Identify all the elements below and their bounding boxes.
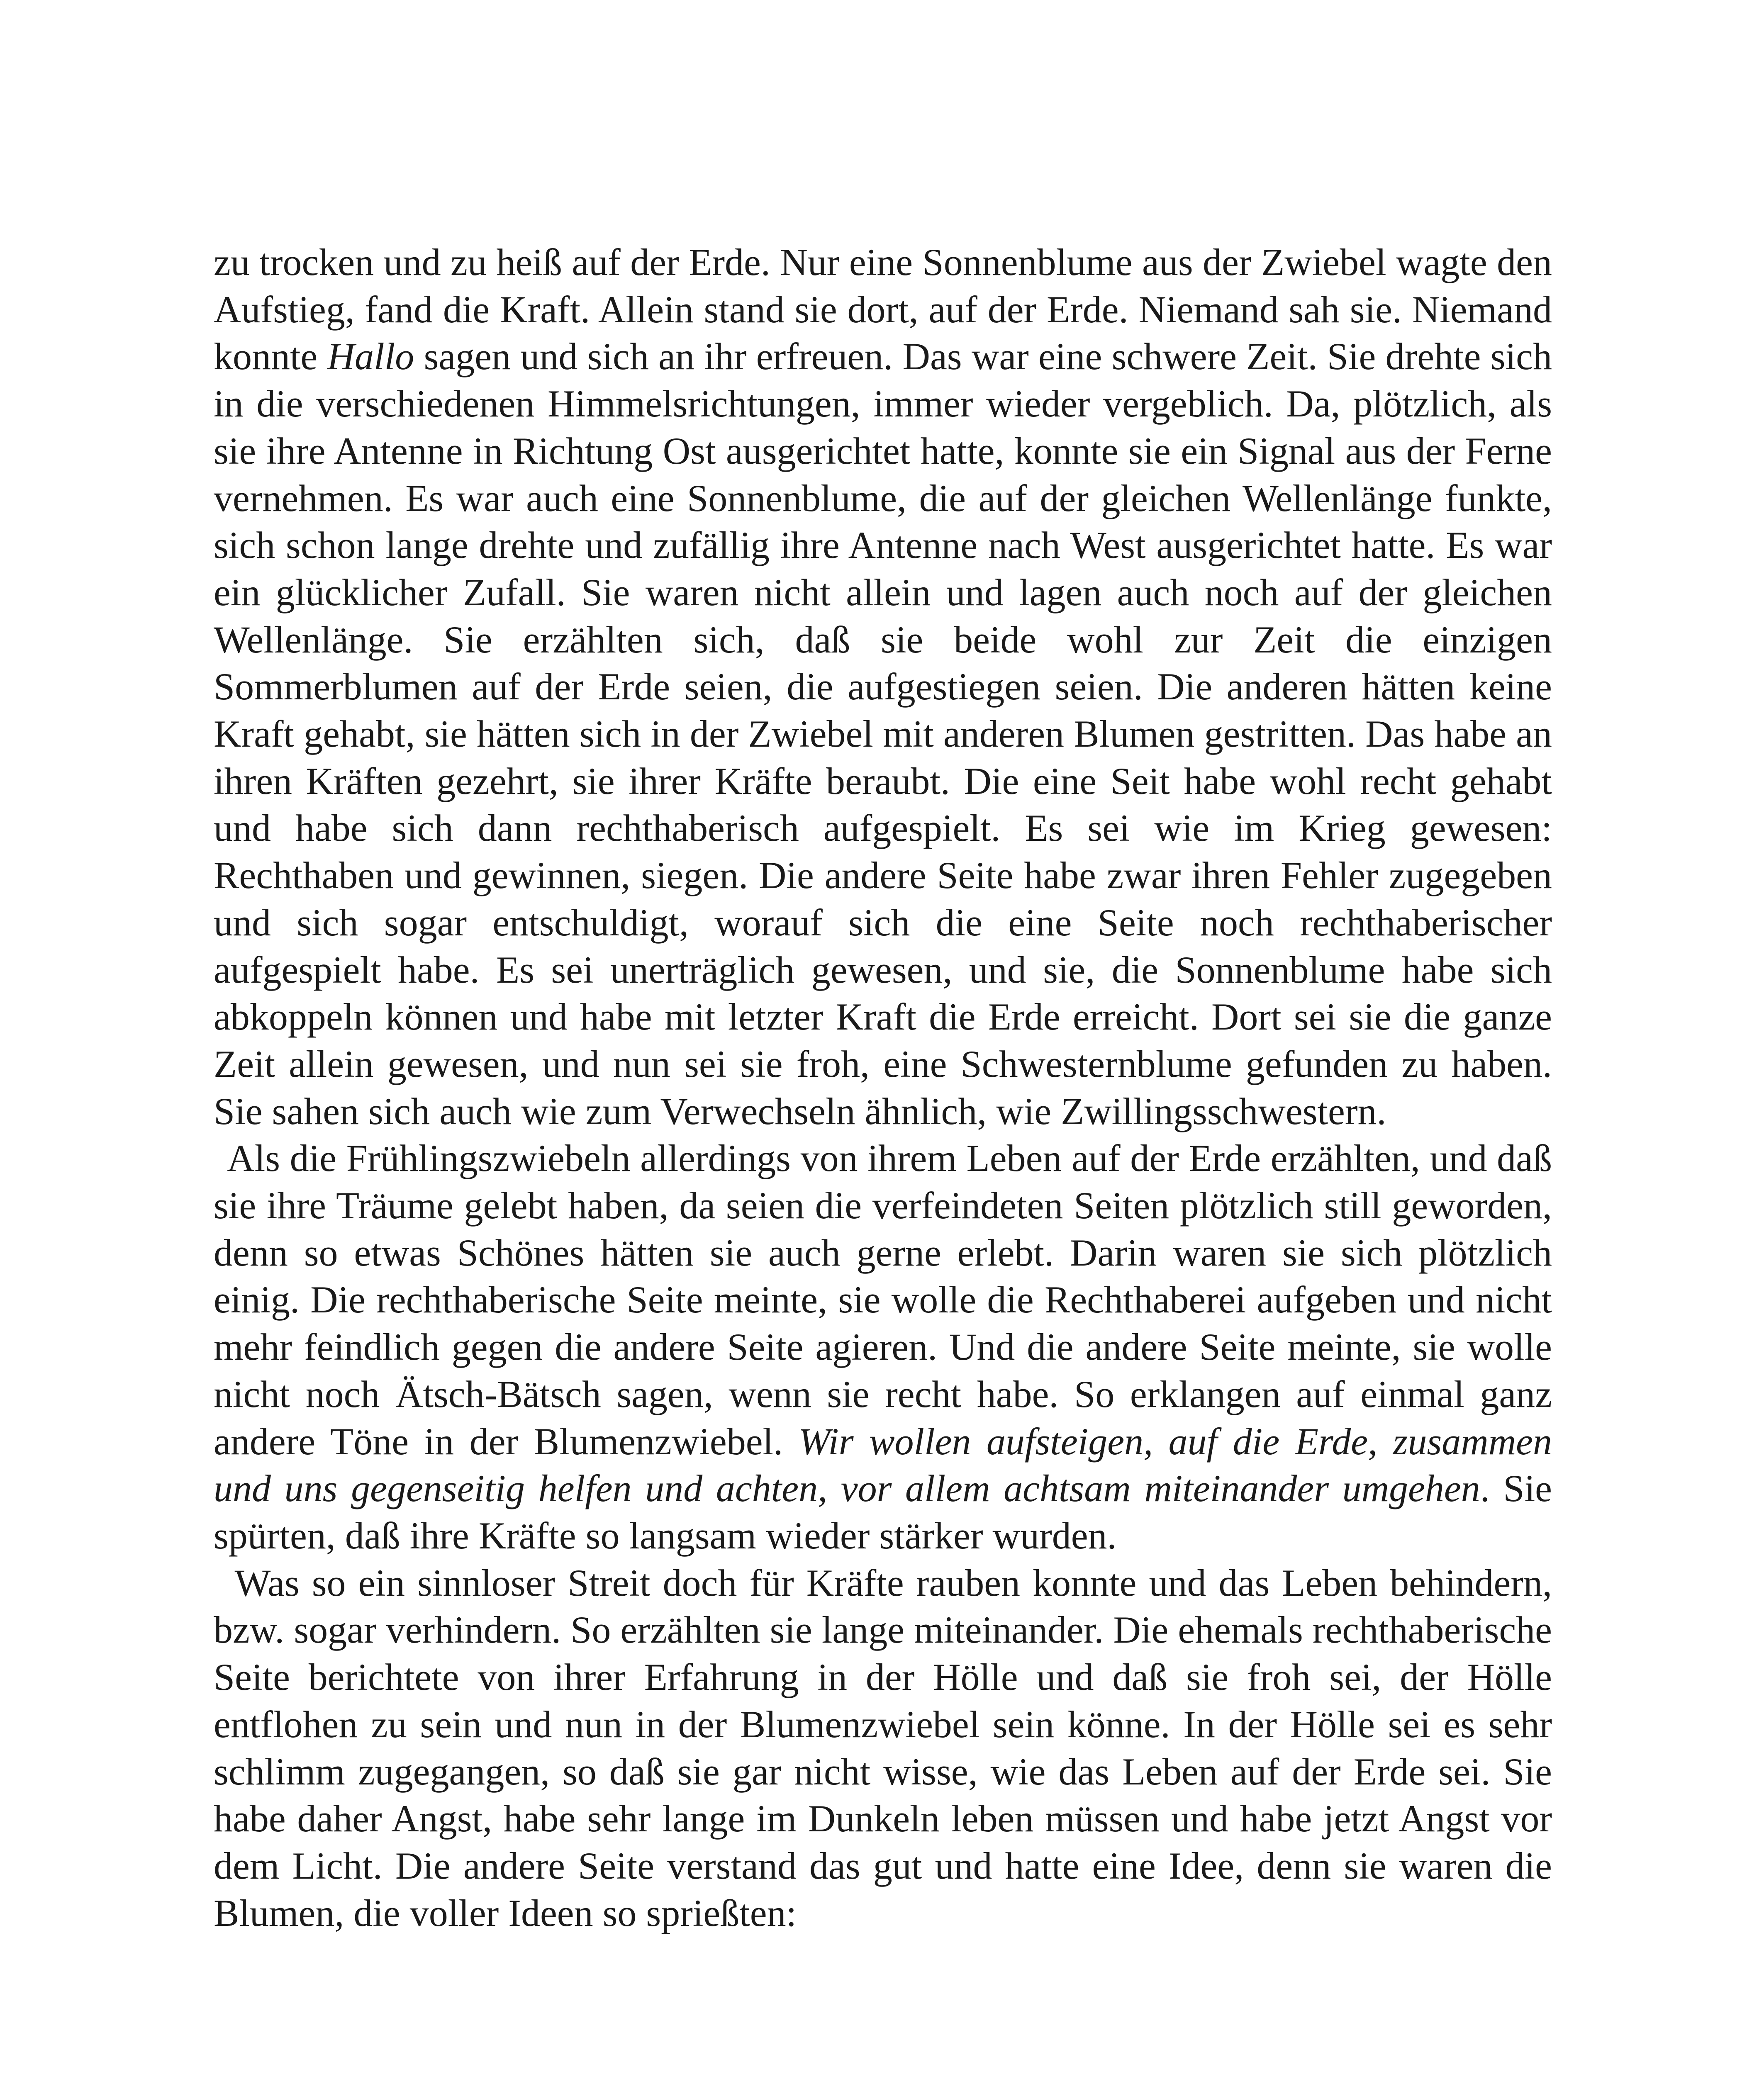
text-run: zu trocken und zu heiß auf der Erde. Nur eine Sonnenblume aus der Zwiebel wagte den Aufstieg, fand die Kraft. Allein stand sie dort, auf der Erde. Niemand sah sie. Niemand konnte <box>214 241 1552 378</box>
paragraph-3 <box>214 1560 1552 1937</box>
text-run: Was so ein sinnloser Streit doch für Kräfte rauben konnte und das Leben behindern, bzw. sogar verhindern. So erzählten sie lange miteinander. Die ehemals rechthaberische Seite berichtete von ihrer Erfahrung in der Hölle und daß sie froh sei, der Hölle entflohen zu sein und nun in der Blumenzwiebel sein könne. In der Hölle sei es sehr schlimm zugegangen, so daß sie gar nicht wisse, wie das Leben auf der Erde sei. Sie habe daher Angst, habe sehr lange im Dunkeln leben müssen und habe jetzt Angst vor dem Licht. Die andere Seite verstand das gut und hatte eine Idee, denn sie waren die Blumen, die voller Ideen so sprießten: <box>214 1561 1552 1934</box>
italic-run: Hallo <box>327 335 414 378</box>
text-run: . Sie spürten, daß ihre Kräfte so langsam wieder stärker wurden. <box>214 1467 1552 1557</box>
italic-run: Wir wollen aufsteigen, auf die Erde, zusammen und uns gegenseitig helfen und achten, vor allem achtsam miteinander umgehen <box>214 1420 1552 1510</box>
paragraph-1 <box>214 239 1552 1135</box>
text-run: Als die Frühlingszwiebeln allerdings von ihrem Leben auf der Erde erzählten, und daß sie ihre Träume gelebt haben, da seien die verfeindeten Seiten plötzlich still geworden, denn so etwas Schönes hätten sie auch gerne erlebt. Darin waren sie sich plötzlich einig. Die rechthaberische Seite meinte, sie wolle die Rechthaberei aufgeben und nicht mehr feindlich gegen die andere Seite agieren. Und die andere Seite meinte, sie wolle nicht noch Ätsch-Bätsch sagen, wenn sie recht habe. So erklangen auf einmal ganz andere Töne in der Blumenzwiebel. <box>214 1137 1552 1463</box>
body-text <box>214 239 1552 1937</box>
text-run: sagen und sich an ihr erfreuen. Das war eine schwere Zeit. Sie drehte sich in die verschiedenen Himmelsrichtungen, immer wieder vergeblich. Da, plötzlich, als sie ihre Antenne in Richtung Ost ausgerichtet hatte, konnte sie ein Signal aus der Ferne vernehmen. Es war auch eine Sonnenblume, die auf der gleichen Wellenlänge funkte, sich schon lange drehte und zufällig ihre Antenne nach West ausgerichtet hatte. Es war ein glücklicher Zufall. Sie waren nicht allein und lagen auch noch auf der gleichen Wellenlänge. Sie erzählten sich, daß sie beide wohl zur Zeit die einzigen Sommerblumen auf der Erde seien, die aufgestiegen seien. Die anderen hätten keine Kraft gehabt, sie hätten sich in der Zwiebel mit anderen Blumen gestritten. Das habe an ihren Kräften gezehrt, sie ihrer Kräfte beraubt. Die eine Seit habe wohl recht gehabt und habe sich dann rechthaberisch aufgespielt. Es sei wie im Krieg gewesen: Rechthaben und gewinnen, siegen. Die andere Seite habe zwar ihren Fehler zugegeben und sich sogar entschuldigt, worauf sich die eine Seite noch rechthaberischer aufgespielt habe. Es sei unerträglich gewesen, und sie, die Sonnenblume habe sich abkoppeln können und habe mit letzter Kraft die Erde erreicht. Dort sei sie die ganze Zeit allein gewesen, und nun sei sie froh, eine Schwesternblume gefunden zu haben. Sie sahen sich auch wie zum Verwechseln ähnlich, wie Zwillingsschwestern. <box>214 335 1552 1132</box>
paragraph-2 <box>214 1135 1552 1559</box>
